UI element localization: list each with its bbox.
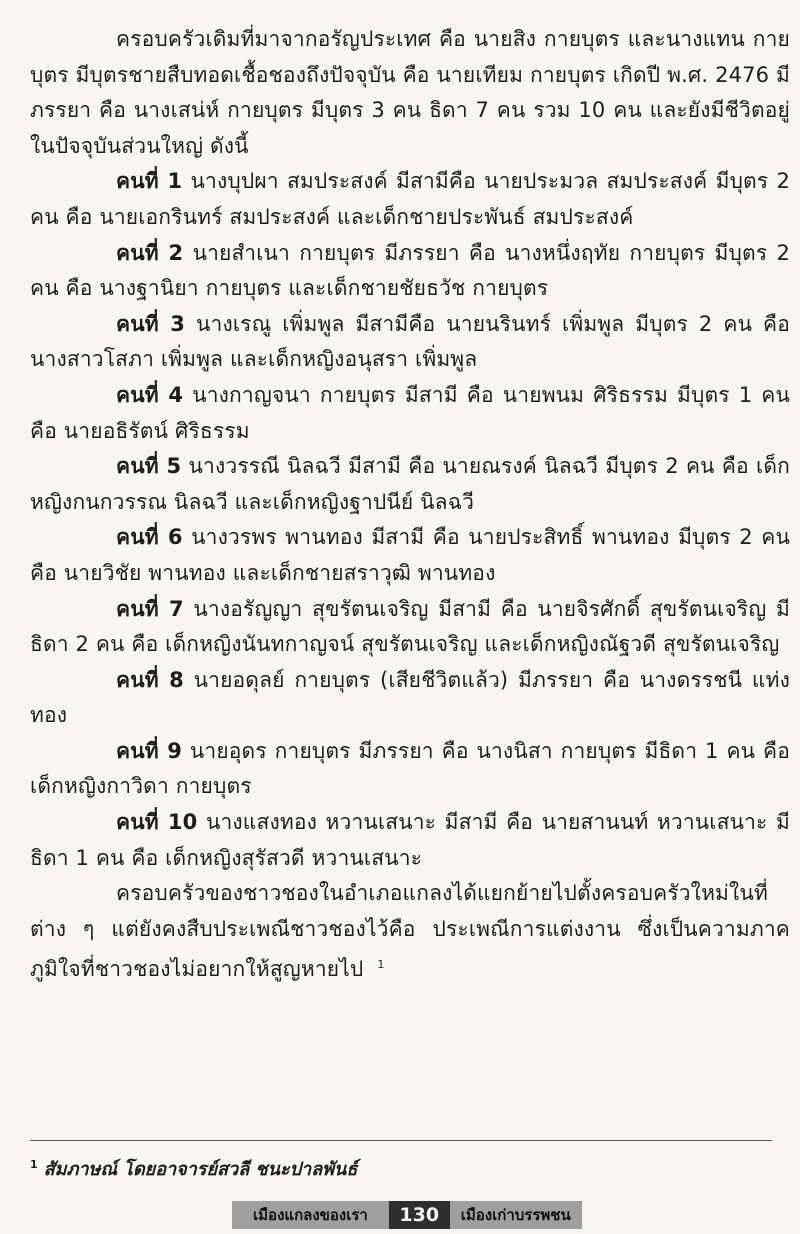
entry-label: คนที่ 8 — [116, 667, 184, 692]
entry-label: คนที่ 6 — [116, 525, 183, 550]
closing-text: ครอบครัวของชาวชองในอำเภอแกลงได้แยกย้ายไปตั้งครอบครัวใหม่ในที่ต่าง ๆ แต่ยังคงสืบประเพณีชาวชองไว้คือ ประเพณีการแต่งงาน ซึ่งเป็นความภาคภูมิใจที่ชาวชองไม่อยากให้สูญหายไป — [30, 881, 790, 982]
entry-paragraph — [30, 378, 790, 449]
entry-label: คนที่ 10 — [116, 810, 198, 835]
entry-label: คนที่ 1 — [116, 169, 183, 194]
entry-text: นางกาญจนา กายบุตร มีสามี คือ นายพนม ศิริธรรม มีบุตร 1 คน คือ นายอธิรัตน์ ศิริธรรม — [30, 382, 790, 443]
entry-label: คนที่ 2 — [116, 240, 184, 265]
entry-paragraph — [30, 164, 790, 235]
entry-label: คนที่ 7 — [116, 596, 184, 621]
entry-paragraph — [30, 449, 790, 520]
closing-paragraph — [30, 876, 790, 988]
entry-paragraph — [30, 307, 790, 378]
entry-paragraph — [30, 663, 790, 734]
entry-text: นางแสงทอง หวานเสนาะ มีสามี คือ นายสานนท์ หวานเสนาะ มีธิดา 1 คน คือ เด็กหญิงสุรัสวดี หวานเสนาะ — [30, 810, 791, 870]
entry-label: คนที่ 4 — [116, 382, 184, 407]
entry-text: นางเรณู เพิ่มพูล มีสามีคือ นายนรินทร์ เพิ่มพูล มีบุตร 2 คน คือ นางสาวโสภา เพิ่มพูล และเด็กหญิงอนุสรา เพิ่มพูล — [30, 311, 790, 372]
entry-text: นางวรพร พานทอง มีสามี คือ นายประสิทธิ์ พานทอง มีบุตร 2 คน คือ นายวิชัย พานทอง และเด็กชายสราวุฒิ พานทอง — [30, 525, 790, 585]
entry-text: นายสำเนา กายบุตร มีภรรยา คือ นางหนึ่งฤทัย กายบุตร มีบุตร 2 คน คือ นางฐานิยา กายบุตร และเด็กชายชัยธวัช กายบุตร — [30, 240, 790, 301]
entry-text: นายอุดร กายบุตร มีภรรยา คือ นางนิสา กายบุตร มีธิดา 1 คน คือ เด็กหญิงกาวิดา กายบุตร — [30, 738, 790, 799]
main-text — [30, 22, 790, 988]
intro-paragraph: ครอบครัวเดิมที่มาจากอรัญประเทศ คือ นายสิง กายบุตร และนางแทน กายบุตร มีบุตรชายสืบทอดเชื้อชองถึงปัจจุบัน คือ นายเทียม กายบุตร เกิดปี พ.ศ. 2476 มีภรรยา คือ นางเสน่ห์ กายบุตร มีบุตร 3 คน ธิดา 7 คน รวม 10 คน และยังมีชีวิตอยู่ในปัจจุบันส่วนใหญ่ ดังนี้ — [30, 27, 790, 158]
footnote — [30, 1154, 770, 1183]
entry-paragraph — [30, 805, 790, 876]
footnote-divider — [30, 1140, 772, 1141]
entry-paragraph — [30, 236, 790, 307]
entry-paragraph — [30, 592, 790, 663]
footnote-text: สัมภาษณ์ โดยอาจารย์สวลี ชนะปาลพันธ์ — [43, 1159, 358, 1180]
footnote-marker: 1 — [377, 958, 385, 972]
entry-text: นางบุปผา สมประสงค์ มีสามีคือ นายประมวล สมประสงค์ มีบุตร 2 คน คือ นายเอกรินทร์ สมประสงค์ และเด็กชายประพันธ์ สมประสงค์ — [30, 169, 790, 229]
page-footer — [232, 1201, 582, 1229]
footer-chapter-title: เมืองเก่าบรรพชน — [450, 1201, 582, 1229]
footer-book-title: เมืองแกลงของเรา — [232, 1201, 389, 1229]
entry-text: นางวรรณี นิลฉวี มีสามี คือ นายณรงค์ นิลฉวี มีบุตร 2 คน คือ เด็กหญิงกนกวรรณ นิลฉวี และเด็กหญิงฐาปนีย์ นิลฉวี — [30, 454, 791, 514]
footnote-number: 1 — [30, 1158, 38, 1171]
entry-paragraph — [30, 520, 790, 591]
entry-text: นายอดุลย์ กายบุตร (เสียชีวิตแล้ว) มีภรรยา คือ นางดรรชนี แท่งทอง — [30, 667, 790, 728]
entry-label: คนที่ 9 — [116, 738, 182, 763]
page-number: 130 — [389, 1201, 450, 1229]
entry-label: คนที่ 3 — [116, 311, 186, 336]
entry-paragraph — [30, 734, 790, 805]
entry-label: คนที่ 5 — [116, 454, 182, 479]
entry-text: นางอรัญญา สุขรัตนเจริญ มีสามี คือ นายจิรศักดิ์ สุขรัตนเจริญ มีธิดา 2 คน คือ เด็กหญิงนันทกาญจน์ สุขรัตนเจริญ และเด็กหญิงณัฐวดี สุขรัตนเจริญ — [30, 596, 791, 657]
